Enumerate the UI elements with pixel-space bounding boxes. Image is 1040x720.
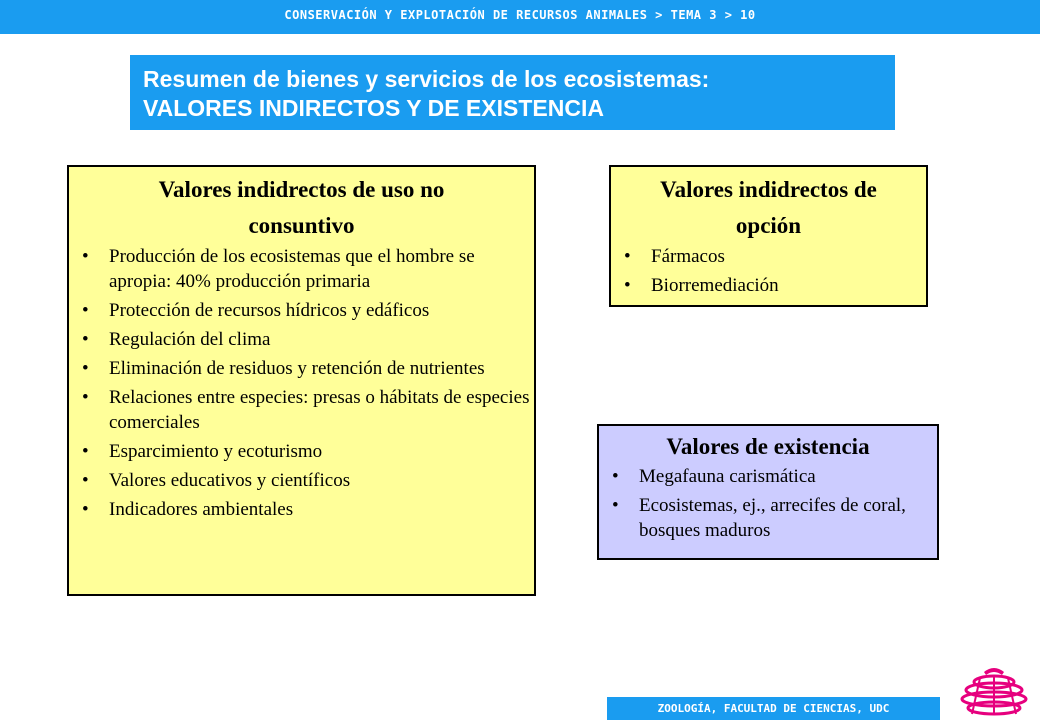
existence-values-list	[603, 464, 933, 543]
heading-line2: consuntivo	[248, 213, 355, 238]
heading-line2: opción	[735, 213, 802, 238]
list-item: • Eliminación de residuos y retención de nutrientes	[73, 356, 530, 381]
header-breadcrumb: CONSERVACIÓN Y EXPLOTACIÓN DE RECURSOS ANIMALES > TEMA 3 > 10	[0, 0, 1040, 34]
box-existence-heading: Valores de existencia	[666, 434, 870, 459]
list-item: • Producción de los ecosistemas que el hombre se apropia: 40% producción primaria	[73, 244, 530, 294]
slide-title	[130, 55, 895, 130]
list-item: • Relaciones entre especies: presas o hábitats de especies comerciales	[73, 385, 530, 435]
heading-line1: Valores indidrectos de	[660, 177, 877, 202]
box-existence-values	[597, 424, 939, 560]
list-item: • Valores educativos y científicos	[73, 468, 530, 493]
slide-title-line1: Resumen de bienes y servicios de los ecosistemas:	[143, 66, 710, 92]
option-values-list	[615, 244, 922, 298]
list-item: • Biorremediación	[615, 273, 922, 298]
box-option-values	[609, 165, 928, 307]
list-item: • Protección de recursos hídricos y edáficos	[73, 298, 530, 323]
list-item: • Esparcimiento y ecoturismo	[73, 439, 530, 464]
list-item: • Indicadores ambientales	[73, 497, 530, 522]
list-item: • Regulación del clima	[73, 327, 530, 352]
footer-institution: ZOOLOGÍA, FACULTAD DE CIENCIAS, UDC	[607, 697, 940, 720]
list-item: • Megafauna carismática	[603, 464, 933, 489]
list-item: • Ecosistemas, ej., arrecifes de coral, bosques maduros	[603, 493, 933, 543]
box-option-heading	[615, 172, 922, 244]
list-item: • Fármacos	[615, 244, 922, 269]
slide-title-line2: VALORES INDIRECTOS Y DE EXISTENCIA	[143, 95, 604, 121]
box-indirect-use-values	[67, 165, 536, 596]
university-logo-icon	[958, 660, 1030, 718]
box-indirect-use-heading	[73, 172, 530, 244]
heading-line1: Valores indidrectos de uso no	[158, 177, 445, 202]
indirect-use-list	[73, 244, 530, 522]
